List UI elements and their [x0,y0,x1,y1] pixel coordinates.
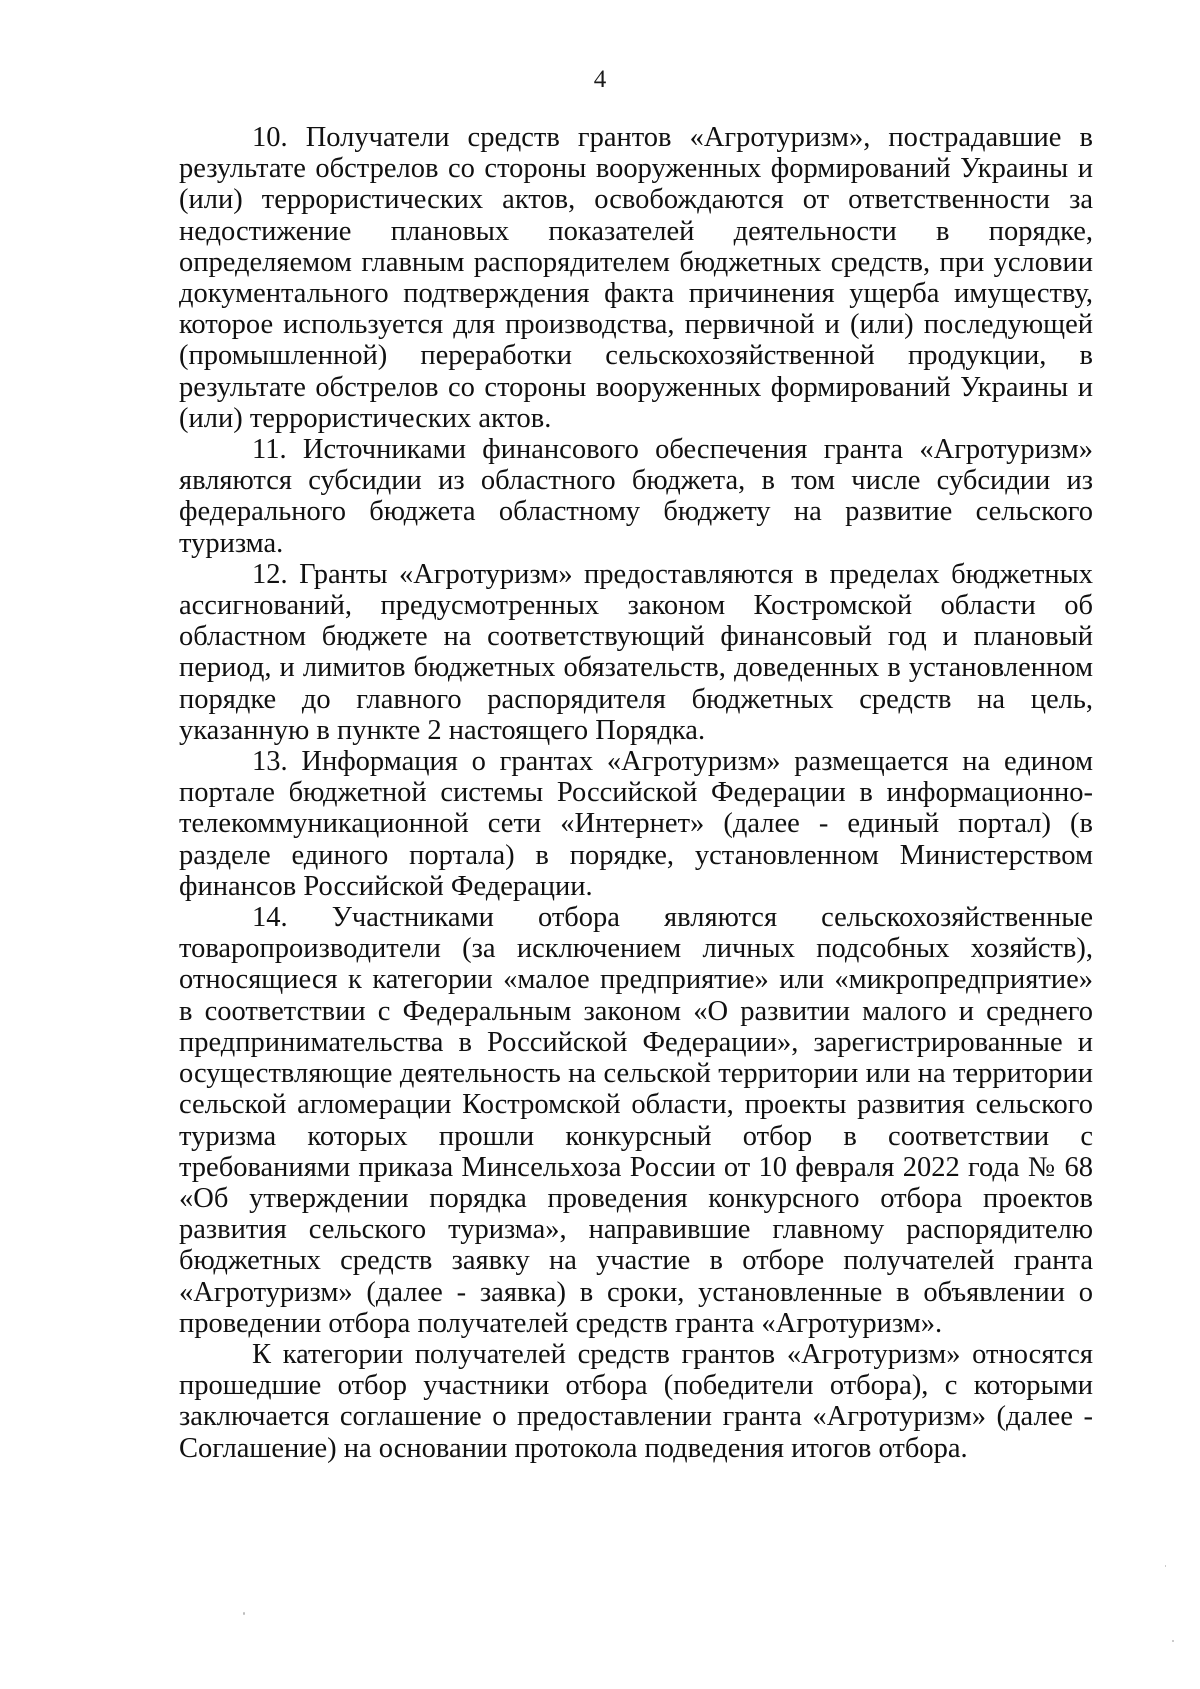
scan-speck [243,1612,245,1615]
scan-speck [1172,1640,1174,1642]
scan-speck [1165,1565,1166,1567]
paragraph-12: 12. Гранты «Агротуризм» предоставляются в пределах бюджетных ассигнований, предусмотренных законом Костромской области об областном бюджете на соответствующий финансовый год и плановый период, и лимитов бюджетных обязательств, доведенных в установленном порядке до главного распорядителя бюджетных средств на цель, указанную в пункте 2 настоящего Порядка. [179,558,1093,746]
paragraph-recipients: К категории получателей средств грантов «Агротуризм» относятся прошедшие отбор участники отбора (победители отбора), с которыми заключается соглашение о предоставлении гранта «Агротуризм» (далее - Соглашение) на основании протокола подведения итогов отбора. [179,1338,1093,1464]
paragraph-11: 11. Источниками финансового обеспечения гранта «Агротуризм» являются субсидии из областного бюджета, в том числе субсидии из федерального бюджета областному бюджету на развитие сельского туризма. [179,434,1093,559]
paragraph-10: 10. Получатели средств грантов «Агротуризм», пострадавшие в результате обстрелов со стороны вооруженных формирований Украины и (или) террористических актов, освобождаются от ответственности за недостижение плановых показателей деятельности в порядке, определяемом главным распорядителем бюджетных средств, при условии документального подтверждения факта причинения ущерба имуществу, которое используется для производства, первичной и (или) последующей (промышленной) переработки сельскохозяйственной продукции, в результате обстрелов со стороны вооруженных формирований Украины и (или) террористических актов. [179,122,1093,434]
paragraph-14: 14. Участниками отбора являются сельскохозяйственные товаропроизводители (за исключением личных подсобных хозяйств), относящиеся к категории «малое предприятие» или «микропредприятие» в соответствии с Федеральным законом «О развитии малого и среднего предпринимательства в Российской Федерации», зарегистрированные и осуществляющие деятельность на сельской территории или на территории сельской агломерации Костромской области, проекты развития сельского туризма которых прошли конкурсный отбор в соответствии с требованиями приказа Минсельхоза России от 10 февраля 2022 года № 68 «Об утверждении порядка проведения конкурсного отбора проектов развития сельского туризма», направившие главному распорядителю бюджетных средств заявку на участие в отборе получателей гранта «Агротуризм» (далее - заявка) в сроки, установленные в объявлении о проведении отбора получателей средств гранта «Агротуризм». [179,902,1093,1339]
document-body [179,122,1093,1464]
paragraph-13: 13. Информация о грантах «Агротуризм» размещается на едином портале бюджетной системы Российской Федерации в информационно-телекоммуникационной сети «Интернет» (далее - единый портал) (в разделе единого портала) в порядке, установленном Министерством финансов Российской Федерации. [179,746,1093,902]
page-number: 4 [593,66,607,93]
